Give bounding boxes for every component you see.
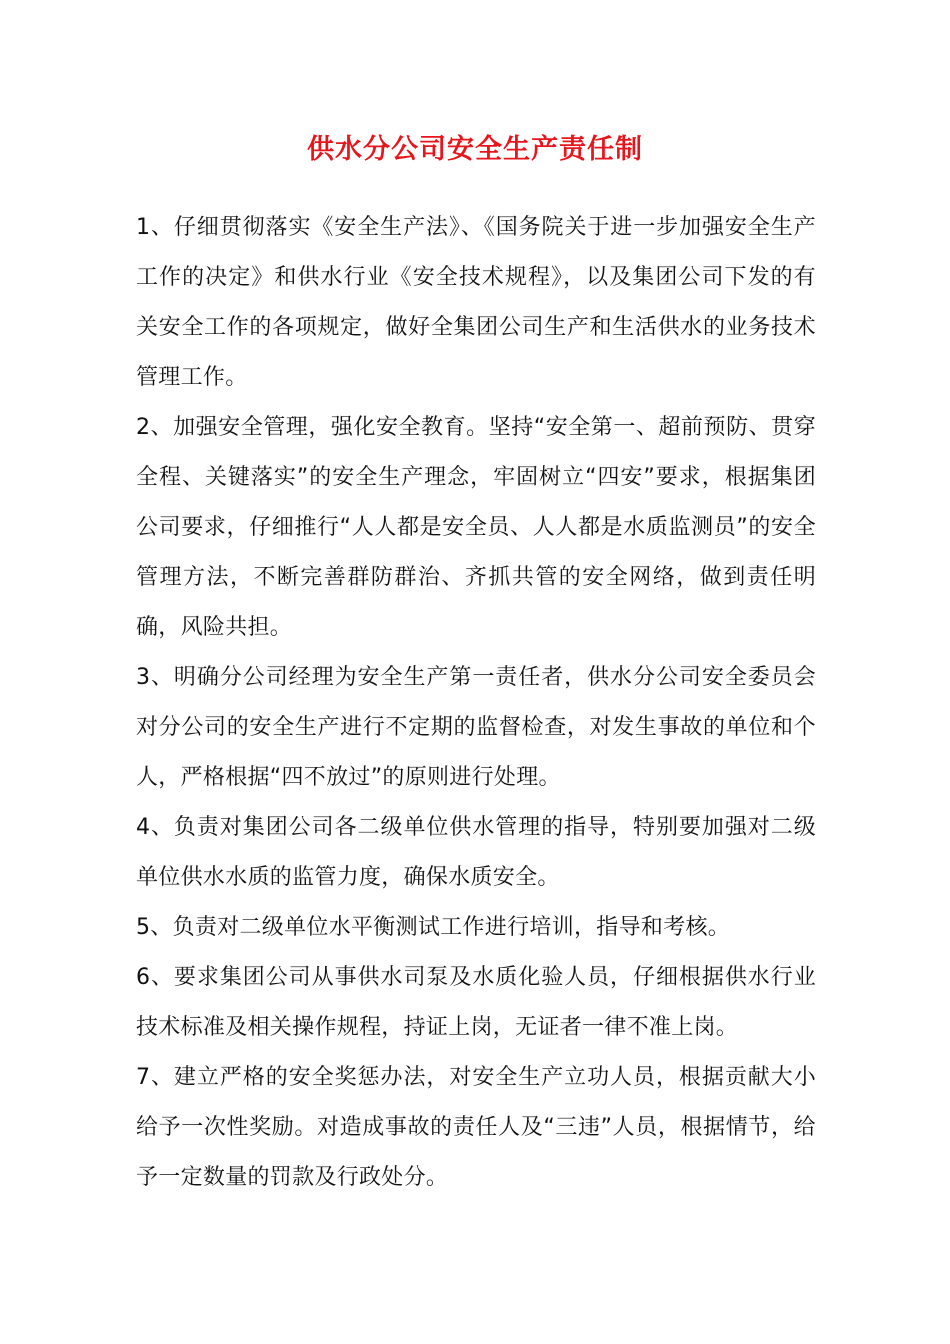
paragraph-5: 5、负责对二级单位水平衡测试工作进行培训，指导和考核。 <box>136 915 731 940</box>
paragraph-2: 2、加强安全管理，强化安全教育。坚持“安全第一、超前预防、贯穿全程、关键落实”的安全生产理念，牢固树立“四安”要求，根据集团公司要求，仔细推行“人人都是安全员、人人都是水质监测员”的安全管理方法，不断完善群防群治、齐抓共管的安全网络，做到责任明确，风险共担。 <box>136 415 816 640</box>
paragraph-1: 1、仔细贯彻落实《安全生产法》、《国务院关于进一步加强安全生产工作的决定》和供水行业《安全技术规程》，以及集团公司下发的有关安全工作的各项规定，做好全集团公司生产和生活供水的业务技术管理工作。 <box>136 215 816 390</box>
paragraph-6: 6、要求集团公司从事供水司泵及水质化验人员，仔细根据供水行业技术标准及相关操作规程，持证上岗，无证者一律不准上岗。 <box>136 965 816 1040</box>
document-title: 供水分公司安全生产责任制 <box>307 134 643 165</box>
paragraph-3: 3、明确分公司经理为安全生产第一责任者，供水分公司安全委员会对分公司的安全生产进行不定期的监督检查，对发生事故的单位和个人，严格根据“四不放过”的原则进行处理。 <box>136 665 816 790</box>
document-body <box>136 203 816 1203</box>
paragraph-4: 4、负责对集团公司各二级单位供水管理的指导，特别要加强对二级单位供水水质的监管力度，确保水质安全。 <box>136 815 816 890</box>
paragraph-7: 7、建立严格的安全奖惩办法，对安全生产立功人员，根据贡献大小给予一次性奖励。对造成事故的责任人及“三违”人员，根据情节，给予一定数量的罚款及行政处分。 <box>136 1065 816 1190</box>
